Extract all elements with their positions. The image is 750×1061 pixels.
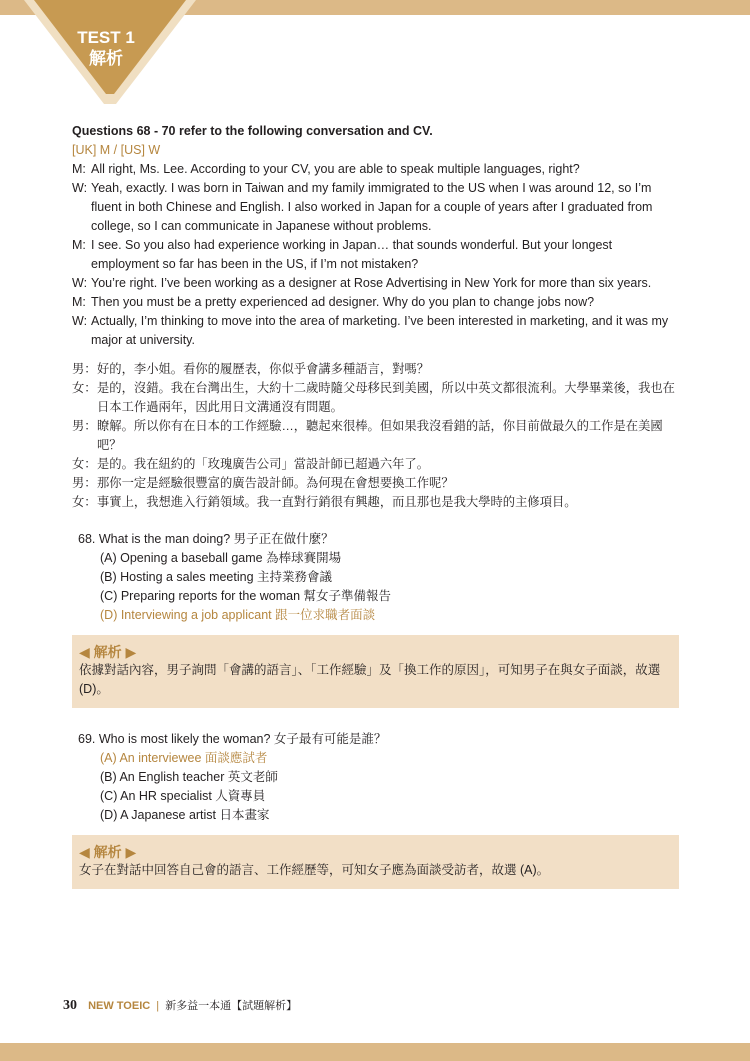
section-label: 解析 [89, 49, 123, 68]
speaker: 男： [72, 476, 97, 490]
english-dialogue [72, 160, 682, 350]
answer-option: (A) Opening a baseball game 為棒球賽開場 [100, 551, 342, 565]
question-stem: 68. What is the man doing? 男子正在做什麼？ [78, 532, 334, 546]
speaker: 男： [72, 419, 97, 433]
chinese-dialogue [72, 360, 682, 512]
speaker: M: [72, 162, 86, 176]
dialogue-text: Yeah, exactly. I was born in Taiwan and my family immigrated to the US when I was around 12, so I’m fluent in both Chinese and English. I also worked in Japan for a couple of years after I graduated from college, so I can communicate in Japanese without problems. [91, 181, 653, 233]
speaker: M: [72, 295, 86, 309]
dialogue-text: 好的，李小姐。看你的履歷表，你似乎會講多種語言，對嗎？ [97, 362, 430, 376]
dialogue-text: 是的。我在紐約的「玫瑰廣告公司」當設計師已超過六年了。 [97, 457, 430, 471]
bottom-band [0, 1043, 750, 1061]
dialogue-text: 是的，沒錯。我在台灣出生，大約十二歲時隨父母移民到美國，所以中英文都很流利。大學畢業後，我也在日本工作過兩年，因此用日文溝通沒有問題。 [97, 381, 675, 414]
dialogue-text: 瞭解。所以你有在日本的工作經驗…，聽起來很棒。但如果我沒看錯的話，你目前做最久的工作是在美國吧？ [97, 419, 663, 452]
dialogue-text: 那你一定是經驗很豐富的廣告設計師。為何現在會想要換工作呢？ [97, 476, 454, 490]
dialogue-text: You’re right. I’ve been working as a designer at Rose Advertising in New York for more than six years. [91, 276, 652, 290]
correct-answer-option: (D) Interviewing a job applicant 跟一位求職者面談 [100, 608, 376, 622]
answer-option: (B) An English teacher 英文老師 [100, 770, 278, 784]
dialogue-text: I see. So you also had experience working in Japan… that sounds wonderful. But your longest employment so far has been in the US, if I’m not mistaken? [91, 238, 613, 271]
question-68 [72, 530, 682, 708]
answer-option: (C) Preparing reports for the woman 幫女子準備報告 [100, 589, 392, 603]
main-content [72, 122, 682, 889]
test-label: TEST 1 [77, 28, 135, 47]
question-69 [72, 730, 682, 889]
dialogue-line [72, 493, 682, 512]
dialogue-line [72, 455, 682, 474]
dialogue-line [72, 474, 682, 493]
dialogue-line [72, 417, 682, 455]
dialogue-line [72, 312, 682, 350]
dialogue-line [72, 360, 682, 379]
page-footer [63, 999, 297, 1013]
answer-option: (B) Hosting a sales meeting 主持業務會議 [100, 570, 333, 584]
question-stem: 69. Who is most likely the woman? 女子最有可能是誰？ [78, 732, 387, 746]
dialogue-line [72, 274, 682, 293]
dialogue-line [72, 293, 682, 312]
explanation-text: 依據對話內容，男子詢問「會講的語言」、「工作經驗」及「換工作的原因」，可知男子在與女子面談，故選 (D)。 [79, 663, 661, 696]
brand-name: NEW TOEIC [88, 1000, 151, 1012]
speaker: W: [72, 276, 88, 290]
book-title: 新多益一本通【試題解析】 [165, 1000, 298, 1012]
speaker: 女： [72, 495, 97, 509]
speaker: M: [72, 238, 86, 252]
dialogue-line [72, 236, 682, 274]
speaker: W: [72, 314, 88, 328]
explanation-box [72, 835, 679, 889]
answer-option: (C) An HR specialist 人資專員 [100, 789, 266, 803]
dialogue-text: 事實上，我想進入行銷領域。我一直對行銷很有興趣，而且那也是我大學時的主修項目。 [97, 495, 577, 509]
explanation-label: ◀ 解析 ▶ [79, 644, 137, 660]
answer-option: (D) A Japanese artist 日本畫家 [100, 808, 270, 822]
dialogue-text: All right, Ms. Lee. According to your CV, you are able to speak multiple languages, right? [91, 162, 580, 176]
correct-answer-option: (A) An interviewee 面談應試者 [100, 751, 268, 765]
dialogue-text: Then you must be a pretty experienced ad designer. Why do you plan to change jobs now? [91, 295, 595, 309]
dialogue-text: Actually, I’m thinking to move into the area of marketing. I’ve been interested in marketing, and it was my major at university. [91, 314, 669, 347]
test-badge [60, 27, 152, 69]
speaker: 男： [72, 362, 97, 376]
dialogue-line [72, 379, 682, 417]
speaker: 女： [72, 381, 97, 395]
speaker: 女： [72, 457, 97, 471]
explanation-text: 女子在對話中回答自己會的語言、工作經歷等，可知女子應為面談受訪者，故選 (A)。 [79, 863, 550, 877]
dialogue-line [72, 179, 682, 236]
explanation-label: ◀ 解析 ▶ [79, 844, 137, 860]
page-number: 30 [63, 998, 77, 1013]
accent-info: [UK] M / [US] W [72, 143, 161, 157]
explanation-box [72, 635, 679, 708]
speaker: W: [72, 181, 88, 195]
footer-separator: | [156, 1000, 160, 1012]
dialogue-line [72, 160, 682, 179]
passage-title: Questions 68 - 70 refer to the following conversation and CV. [72, 124, 433, 138]
